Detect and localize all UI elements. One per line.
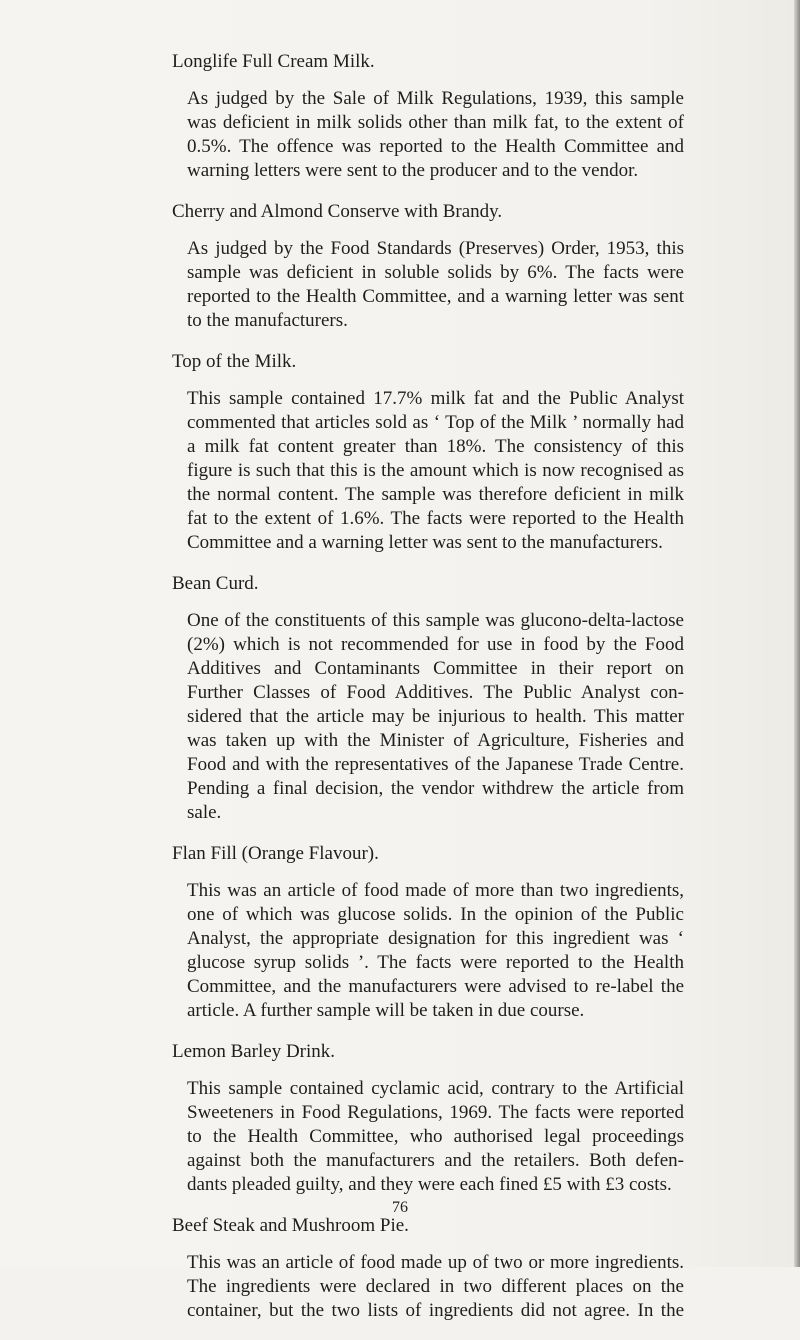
section-heading-flan-fill: Flan Fill (Orange Flavour). [172,843,379,864]
section-heading-top-of-milk: Top of the Milk. [172,351,297,372]
page-number: 76 [392,1199,408,1216]
page-edge-shadow [794,0,800,1267]
section-heading-longlife-milk: Longlife Full Cream Milk. [172,51,375,72]
section-body-cherry-conserve: As judged by the Food Standards (Preserves) Order, 1953, this sample was deficient in soluble solids by 6%. The facts were reported to the Health Committee, and a warning letter was sent to the manufacturers. [187,238,684,331]
page-content [172,50,684,1340]
section-body-beef-steak-pie: This was an article of food made up of two or more ingredients. The ingredients were declared in two different places on the container, but the two lists of ingredients did not agree. In the [187,1252,684,1321]
section-body-longlife-milk: As judged by the Sale of Milk Regulations, 1939, this sample was deficient in milk solids other than milk fat, to the extent of 0.5%. The offence was reported to the Health Committee and warning letters were sent to the producer and to the vendor. [187,88,684,181]
section-body-flan-fill: This was an article of food made of more than two ingredients, one of which was glucose solids. In the opinion of the Public Analyst, the appropriate designation for this ingredient was ‘ glucose syrup solids ’. The facts were reported to the Health Committee, and the manufacturers were advised to re-label the article. A further sample will be taken in due course. [187,880,684,1021]
section-heading-bean-curd: Bean Curd. [172,573,259,594]
section-body-bean-curd: One of the constituents of this sample was glucono-delta-lactose (2%) which is not recommended for use in food by the Food Additives and Contaminants Committee in their report on Further Classes of Food Additives. The Public Analyst con- sidered that the article may be injurious to health. This matter was taken up with the Minister of Agriculture, Fisheries and Food and with the representatives of the Japanese Trade Centre. Pending a final decision, the vendor withdrew the article from sale. [187,610,684,823]
section-heading-lemon-barley: Lemon Barley Drink. [172,1041,336,1062]
section-body-lemon-barley: This sample contained cyclamic acid, contrary to the Artificial Sweeteners in Food Regulations, 1969. The facts were reported to the Health Committee, who authorised legal proceedings against both the manufacturers and the retailers. Both defen- dants pleaded guilty, and they were each fined £5 with £3 costs. [187,1078,684,1195]
section-body-top-of-milk: This sample contained 17.7% milk fat and the Public Analyst commented that articles sold as ‘ Top of the Milk ’ normally had a milk fat content greater than 18%. The consistency of this figure is such that this is the amount which is now recognised as the normal content. The sample was therefore deficient in milk fat to the extent of 1.6%. The facts were reported to the Health Committee and a warning letter was sent to the manufacturers. [187,388,684,553]
section-heading-beef-steak-pie: Beef Steak and Mushroom Pie. [172,1215,409,1236]
section-heading-cherry-conserve: Cherry and Almond Conserve with Brandy. [172,201,503,222]
